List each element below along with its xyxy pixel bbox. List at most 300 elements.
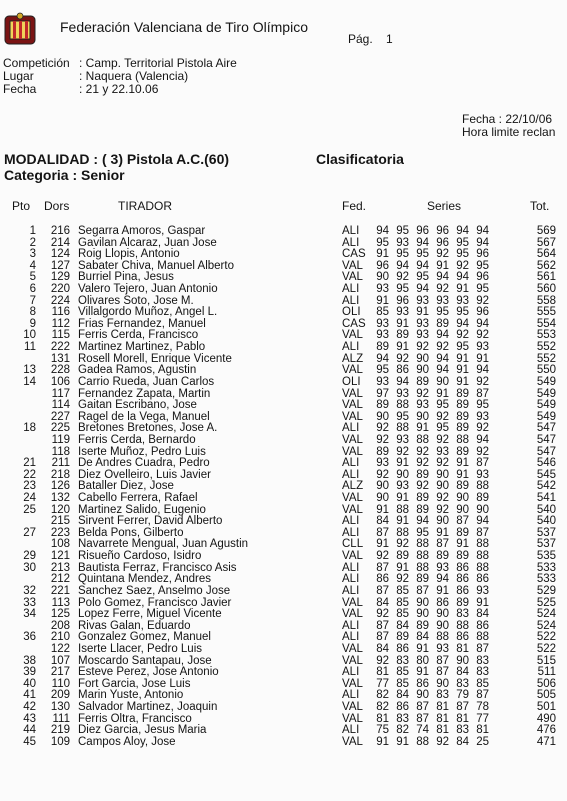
row-position: 38 bbox=[23, 654, 36, 667]
row-series-score: 96 bbox=[376, 259, 389, 272]
row-series-score: 95 bbox=[416, 248, 429, 261]
row-federation: VAL bbox=[342, 700, 363, 713]
row-total: 564 bbox=[536, 248, 556, 261]
row-series-score: 91 bbox=[456, 457, 469, 470]
row-total: 501 bbox=[536, 700, 556, 713]
row-federation: ALI bbox=[342, 666, 360, 679]
row-bib: 125 bbox=[50, 608, 70, 621]
row-series-score: 89 bbox=[416, 492, 429, 505]
row-total: 506 bbox=[536, 677, 556, 690]
row-series-score: 85 bbox=[376, 306, 389, 319]
table-row bbox=[0, 284, 567, 296]
row-bib: 224 bbox=[50, 294, 70, 307]
table-row bbox=[0, 737, 567, 749]
row-series-score: 87 bbox=[436, 666, 449, 679]
row-series-score: 93 bbox=[376, 283, 389, 296]
row-series-score: 85 bbox=[396, 666, 409, 679]
row-federation: ALI bbox=[342, 515, 360, 528]
row-series-score: 25 bbox=[476, 735, 489, 748]
row-series-score: 90 bbox=[456, 492, 469, 505]
row-shooter-name: Martinez Martinez, Pablo bbox=[78, 341, 206, 354]
column-header-series: Series bbox=[427, 199, 462, 213]
row-series-score: 90 bbox=[416, 596, 429, 609]
row-total: 546 bbox=[536, 457, 556, 470]
row-total: 471 bbox=[536, 735, 556, 748]
column-header-pto: Pto bbox=[12, 199, 31, 213]
row-series-score: 94 bbox=[396, 375, 409, 388]
row-total: 505 bbox=[536, 689, 556, 702]
row-series-score: 93 bbox=[476, 584, 489, 597]
page-indicator bbox=[348, 32, 393, 46]
row-total: 562 bbox=[536, 259, 556, 272]
row-series-score: 91 bbox=[396, 341, 409, 354]
row-bib: 215 bbox=[50, 515, 70, 528]
row-bib: 210 bbox=[50, 631, 70, 644]
row-series-score: 74 bbox=[416, 724, 429, 737]
row-federation: ALI bbox=[342, 236, 360, 249]
row-series-score: 89 bbox=[476, 492, 489, 505]
row-series-score: 81 bbox=[436, 724, 449, 737]
row-series-score: 87 bbox=[476, 642, 489, 655]
row-series-score: 89 bbox=[456, 410, 469, 423]
row-series-score: 77 bbox=[376, 677, 389, 690]
row-shooter-name: Roig Llopis, Antonio bbox=[78, 248, 180, 261]
row-series-score: 84 bbox=[396, 689, 409, 702]
row-shooter-name: Lopez Ferre, Miguel Vicente bbox=[78, 608, 222, 621]
table-row bbox=[0, 551, 567, 563]
row-series-score: 86 bbox=[396, 700, 409, 713]
row-position: 39 bbox=[23, 666, 36, 679]
row-shooter-name: Carrio Rueda, Juan Carlos bbox=[78, 375, 215, 388]
row-total: 537 bbox=[536, 538, 556, 551]
row-series-score: 90 bbox=[456, 654, 469, 667]
row-series-score: 93 bbox=[436, 561, 449, 574]
row-series-score: 89 bbox=[396, 631, 409, 644]
row-shooter-name: Quintana Mendez, Andres bbox=[78, 573, 211, 586]
row-bib: 117 bbox=[51, 387, 70, 400]
row-federation: ALI bbox=[342, 573, 360, 586]
row-shooter-name: Burriel Pina, Jesus bbox=[78, 271, 174, 284]
row-series-score: 85 bbox=[476, 677, 489, 690]
row-series-score: 93 bbox=[376, 375, 389, 388]
results-table bbox=[0, 226, 567, 748]
row-position: 10 bbox=[23, 329, 36, 342]
row-series-score: 95 bbox=[376, 364, 389, 377]
row-series-score: 95 bbox=[456, 306, 469, 319]
row-series-score: 93 bbox=[376, 329, 389, 342]
row-federation: VAL bbox=[342, 410, 363, 423]
row-bib: 115 bbox=[51, 329, 70, 342]
row-series-score: 84 bbox=[456, 666, 469, 679]
row-series-score: 89 bbox=[456, 387, 469, 400]
row-total: 522 bbox=[536, 642, 556, 655]
row-shooter-name: Sabater Chiva, Manuel Alberto bbox=[78, 259, 234, 272]
row-series-score: 81 bbox=[436, 712, 449, 725]
row-series-score: 94 bbox=[456, 271, 469, 284]
row-position: 5 bbox=[29, 271, 36, 284]
row-federation: VAL bbox=[342, 503, 363, 516]
row-series-score: 88 bbox=[476, 538, 489, 551]
row-shooter-name: De Andres Cuadra, Pedro bbox=[78, 457, 210, 470]
row-series-score: 89 bbox=[376, 341, 389, 354]
row-series-score: 95 bbox=[456, 248, 469, 261]
column-header-tirador: TIRADOR bbox=[118, 199, 172, 213]
row-position: 43 bbox=[23, 712, 36, 725]
row-bib: 132 bbox=[50, 492, 70, 505]
row-bib: 131 bbox=[50, 352, 70, 365]
row-total: 549 bbox=[536, 375, 556, 388]
row-position: 11 bbox=[24, 341, 36, 354]
row-federation: ALI bbox=[342, 294, 360, 307]
row-total: 555 bbox=[536, 306, 556, 319]
row-series-score: 79 bbox=[456, 689, 469, 702]
row-series-score: 87 bbox=[376, 584, 389, 597]
row-total: 567 bbox=[536, 236, 556, 249]
row-bib: 225 bbox=[50, 422, 70, 435]
row-series-score: 87 bbox=[476, 387, 489, 400]
row-shooter-name: Gadea Ramos, Agustin bbox=[78, 364, 197, 377]
row-federation: VAL bbox=[342, 677, 363, 690]
row-series-score: 94 bbox=[416, 259, 429, 272]
row-bib: 106 bbox=[50, 375, 70, 388]
row-position: 18 bbox=[23, 422, 36, 435]
row-series-score: 95 bbox=[416, 526, 429, 539]
row-position: 14 bbox=[23, 375, 36, 388]
row-bib: 118 bbox=[51, 445, 70, 458]
row-series-score: 87 bbox=[416, 712, 429, 725]
row-series-score: 91 bbox=[456, 283, 469, 296]
row-bib: 108 bbox=[50, 538, 70, 551]
row-series-score: 92 bbox=[376, 468, 389, 481]
row-shooter-name: Belda Pons, Gilberto bbox=[78, 526, 184, 539]
row-total: 537 bbox=[536, 526, 556, 539]
row-series-score: 92 bbox=[436, 457, 449, 470]
row-position: 1 bbox=[29, 225, 36, 237]
row-series-score: 93 bbox=[396, 480, 409, 493]
table-row bbox=[0, 702, 567, 714]
row-position: 23 bbox=[23, 480, 36, 493]
classification-label: Clasificatoria bbox=[316, 151, 404, 167]
row-series-score: 92 bbox=[396, 352, 409, 365]
row-series-score: 92 bbox=[396, 538, 409, 551]
row-series-score: 91 bbox=[396, 735, 409, 748]
row-shooter-name: Campos Aloy, Jose bbox=[78, 735, 176, 748]
claim-deadline: Hora limite reclan bbox=[462, 125, 556, 139]
row-series-score: 91 bbox=[456, 375, 469, 388]
row-federation: ALI bbox=[342, 468, 360, 481]
row-shooter-name: Fernandez Zapata, Martin bbox=[78, 387, 211, 400]
row-series-score: 88 bbox=[396, 503, 409, 516]
row-series-score: 94 bbox=[436, 352, 449, 365]
row-series-score: 90 bbox=[416, 608, 429, 621]
row-series-score: 85 bbox=[396, 584, 409, 597]
row-series-score: 95 bbox=[476, 399, 489, 412]
row-series-score: 92 bbox=[376, 654, 389, 667]
row-bib: 111 bbox=[52, 712, 70, 725]
row-series-score: 96 bbox=[396, 294, 409, 307]
table-row bbox=[0, 400, 567, 412]
row-series-score: 91 bbox=[456, 468, 469, 481]
row-series-score: 94 bbox=[436, 271, 449, 284]
row-total: 547 bbox=[536, 445, 556, 458]
row-total: 522 bbox=[536, 631, 556, 644]
row-series-score: 89 bbox=[416, 619, 429, 632]
row-shooter-name: Bataller Diez, Jose bbox=[78, 480, 174, 493]
table-row bbox=[0, 644, 567, 656]
row-series-score: 92 bbox=[436, 248, 449, 261]
row-series-score: 88 bbox=[416, 433, 429, 446]
row-series-score: 91 bbox=[376, 538, 389, 551]
row-position: 27 bbox=[23, 526, 36, 539]
row-series-score: 88 bbox=[476, 561, 489, 574]
row-series-score: 84 bbox=[376, 515, 389, 528]
row-shooter-name: Sanchez Saez, Anselmo Jose bbox=[78, 584, 231, 597]
row-total: 547 bbox=[536, 422, 556, 435]
row-federation: VAL bbox=[342, 387, 363, 400]
row-position: 40 bbox=[23, 677, 36, 690]
row-series-score: 87 bbox=[416, 584, 429, 597]
row-total: 553 bbox=[536, 329, 556, 342]
table-row bbox=[0, 586, 567, 598]
row-series-score: 92 bbox=[396, 445, 409, 458]
row-bib: 221 bbox=[50, 584, 70, 597]
row-shooter-name: Marin Yuste, Antonio bbox=[78, 689, 184, 702]
row-total: 515 bbox=[536, 654, 556, 667]
row-series-score: 92 bbox=[396, 271, 409, 284]
row-position: 22 bbox=[23, 468, 36, 481]
row-series-score: 94 bbox=[416, 515, 429, 528]
row-series-score: 86 bbox=[456, 561, 469, 574]
row-series-score: 92 bbox=[436, 492, 449, 505]
row-series-score: 88 bbox=[396, 422, 409, 435]
row-series-score: 86 bbox=[396, 364, 409, 377]
row-series-score: 86 bbox=[476, 619, 489, 632]
row-shooter-name: Gaitan Escribano, Jose bbox=[78, 399, 197, 412]
row-series-score: 93 bbox=[436, 294, 449, 307]
row-total: 552 bbox=[536, 341, 556, 354]
row-series-score: 93 bbox=[396, 236, 409, 249]
row-federation: ALI bbox=[342, 584, 360, 597]
row-federation: ALI bbox=[342, 526, 360, 539]
row-total: 552 bbox=[536, 352, 556, 365]
row-series-score: 83 bbox=[396, 712, 409, 725]
row-series-score: 86 bbox=[456, 573, 469, 586]
row-total: 511 bbox=[537, 666, 556, 679]
row-series-score: 94 bbox=[456, 317, 469, 330]
row-series-score: 95 bbox=[476, 283, 489, 296]
row-federation: ALI bbox=[342, 689, 360, 702]
row-series-score: 90 bbox=[416, 689, 429, 702]
row-bib: 212 bbox=[50, 573, 70, 586]
row-position: 9 bbox=[29, 317, 36, 330]
row-position: 41 bbox=[23, 689, 36, 702]
row-bib: 113 bbox=[51, 596, 70, 609]
row-series-score: 82 bbox=[376, 689, 389, 702]
row-series-score: 91 bbox=[416, 422, 429, 435]
row-federation: ALI bbox=[342, 631, 360, 644]
row-series-score: 81 bbox=[376, 666, 389, 679]
row-series-score: 94 bbox=[436, 329, 449, 342]
row-series-score: 84 bbox=[396, 619, 409, 632]
row-federation: ALI bbox=[342, 422, 360, 435]
row-bib: 213 bbox=[50, 561, 70, 574]
row-series-score: 92 bbox=[476, 375, 489, 388]
row-series-score: 87 bbox=[476, 457, 489, 470]
row-series-score: 92 bbox=[476, 445, 489, 458]
row-series-score: 92 bbox=[416, 457, 429, 470]
row-total: 549 bbox=[536, 387, 556, 400]
row-series-score: 83 bbox=[396, 654, 409, 667]
row-series-score: 81 bbox=[436, 700, 449, 713]
row-federation: ALI bbox=[342, 619, 360, 632]
row-total: 524 bbox=[536, 619, 556, 632]
row-position: 30 bbox=[23, 561, 36, 574]
row-shooter-name: Polo Gomez, Francisco Javier bbox=[78, 596, 232, 609]
row-series-score: 93 bbox=[396, 387, 409, 400]
row-series-score: 95 bbox=[436, 306, 449, 319]
row-series-score: 90 bbox=[416, 364, 429, 377]
table-row bbox=[0, 493, 567, 505]
row-position: 45 bbox=[23, 735, 36, 748]
row-bib: 119 bbox=[51, 433, 70, 446]
row-series-score: 96 bbox=[416, 225, 429, 237]
row-series-score: 94 bbox=[416, 236, 429, 249]
row-series-score: 84 bbox=[376, 642, 389, 655]
row-federation: VAL bbox=[342, 433, 363, 446]
row-position: 33 bbox=[23, 596, 36, 609]
row-series-score: 93 bbox=[376, 317, 389, 330]
row-series-score: 93 bbox=[396, 306, 409, 319]
row-series-score: 89 bbox=[456, 526, 469, 539]
row-position: 36 bbox=[23, 631, 36, 644]
row-bib: 124 bbox=[50, 248, 70, 261]
row-shooter-name: Esteve Perez, Jose Antonio bbox=[78, 666, 219, 679]
row-series-score: 94 bbox=[476, 433, 489, 446]
row-shooter-name: Sirvent Ferrer, David Alberto bbox=[78, 515, 223, 528]
row-series-score: 77 bbox=[476, 712, 489, 725]
row-series-score: 89 bbox=[416, 375, 429, 388]
row-bib: 208 bbox=[50, 619, 70, 632]
row-series-score: 83 bbox=[436, 689, 449, 702]
row-series-score: 90 bbox=[376, 480, 389, 493]
row-series-score: 96 bbox=[476, 271, 489, 284]
row-series-score: 91 bbox=[376, 294, 389, 307]
row-series-score: 88 bbox=[456, 619, 469, 632]
row-total: 558 bbox=[536, 294, 556, 307]
row-series-score: 92 bbox=[416, 480, 429, 493]
row-series-score: 93 bbox=[436, 642, 449, 655]
row-series-score: 83 bbox=[476, 666, 489, 679]
row-bib: 120 bbox=[50, 503, 70, 516]
row-series-score: 95 bbox=[476, 259, 489, 272]
row-federation: ALI bbox=[342, 283, 360, 296]
row-series-score: 88 bbox=[436, 631, 449, 644]
row-series-score: 93 bbox=[476, 341, 489, 354]
row-shooter-name: Ferris Cerda, Bernardo bbox=[78, 433, 196, 446]
row-series-score: 88 bbox=[476, 550, 489, 563]
row-series-score: 95 bbox=[456, 341, 469, 354]
row-total: 549 bbox=[536, 410, 556, 423]
row-bib: 220 bbox=[50, 283, 70, 296]
row-bib: 209 bbox=[50, 689, 70, 702]
row-shooter-name: Martinez Salido, Eugenio bbox=[78, 503, 206, 516]
row-series-score: 88 bbox=[456, 433, 469, 446]
row-series-score: 75 bbox=[376, 724, 389, 737]
row-series-score: 91 bbox=[396, 317, 409, 330]
row-series-score: 94 bbox=[396, 259, 409, 272]
row-series-score: 87 bbox=[456, 700, 469, 713]
row-series-score: 87 bbox=[376, 561, 389, 574]
row-series-score: 88 bbox=[416, 538, 429, 551]
row-federation: VAL bbox=[342, 364, 363, 377]
row-federation: VAL bbox=[342, 642, 363, 655]
row-position: 32 bbox=[23, 584, 36, 597]
row-series-score: 95 bbox=[396, 410, 409, 423]
report-date: Fecha : 22/10/06 bbox=[462, 112, 553, 126]
row-shooter-name: Iserte Llacer, Pedro Luis bbox=[78, 642, 203, 655]
row-series-score: 89 bbox=[456, 445, 469, 458]
row-series-score: 92 bbox=[416, 445, 429, 458]
row-series-score: 81 bbox=[376, 712, 389, 725]
row-total: 554 bbox=[536, 317, 556, 330]
row-series-score: 87 bbox=[476, 526, 489, 539]
row-series-score: 81 bbox=[476, 724, 489, 737]
row-series-score: 90 bbox=[476, 503, 489, 516]
row-series-score: 82 bbox=[376, 700, 389, 713]
row-position: 21 bbox=[23, 457, 36, 470]
row-series-score: 83 bbox=[456, 724, 469, 737]
row-series-score: 90 bbox=[376, 410, 389, 423]
row-shooter-name: Diez Ovelleiro, Luis Javier bbox=[78, 468, 211, 481]
row-total: 525 bbox=[536, 596, 556, 609]
row-total: 540 bbox=[536, 503, 556, 516]
row-series-score: 88 bbox=[416, 735, 429, 748]
row-federation: VAL bbox=[342, 271, 363, 284]
row-series-score: 86 bbox=[416, 677, 429, 690]
row-federation: ALI bbox=[342, 724, 360, 737]
federation-logo bbox=[4, 12, 36, 46]
row-federation: VAL bbox=[342, 445, 363, 458]
row-bib: 214 bbox=[50, 236, 70, 249]
row-federation: VAL bbox=[342, 259, 363, 272]
row-series-score: 91 bbox=[396, 515, 409, 528]
row-series-score: 83 bbox=[476, 654, 489, 667]
row-shooter-name: Rosell Morell, Enrique Vicente bbox=[78, 352, 232, 365]
row-federation: VAL bbox=[342, 608, 363, 621]
row-series-score: 90 bbox=[436, 480, 449, 493]
row-series-score: 95 bbox=[376, 236, 389, 249]
row-bib: 127 bbox=[50, 259, 70, 272]
row-series-score: 91 bbox=[476, 352, 489, 365]
row-total: 476 bbox=[536, 724, 556, 737]
row-bib: 216 bbox=[50, 225, 70, 237]
row-series-score: 93 bbox=[476, 410, 489, 423]
row-series-score: 93 bbox=[376, 457, 389, 470]
row-bib: 112 bbox=[51, 317, 70, 330]
row-series-score: 88 bbox=[416, 561, 429, 574]
row-series-score: 96 bbox=[476, 248, 489, 261]
row-bib: 228 bbox=[50, 364, 70, 377]
row-federation: OLI bbox=[342, 375, 361, 388]
row-total: 541 bbox=[536, 492, 556, 505]
row-federation: VAL bbox=[342, 735, 363, 748]
row-total: 569 bbox=[536, 225, 556, 237]
row-series-score: 92 bbox=[456, 259, 469, 272]
table-row bbox=[0, 377, 567, 389]
row-position: 7 bbox=[29, 294, 36, 307]
row-series-score: 78 bbox=[476, 700, 489, 713]
row-series-score: 89 bbox=[456, 480, 469, 493]
